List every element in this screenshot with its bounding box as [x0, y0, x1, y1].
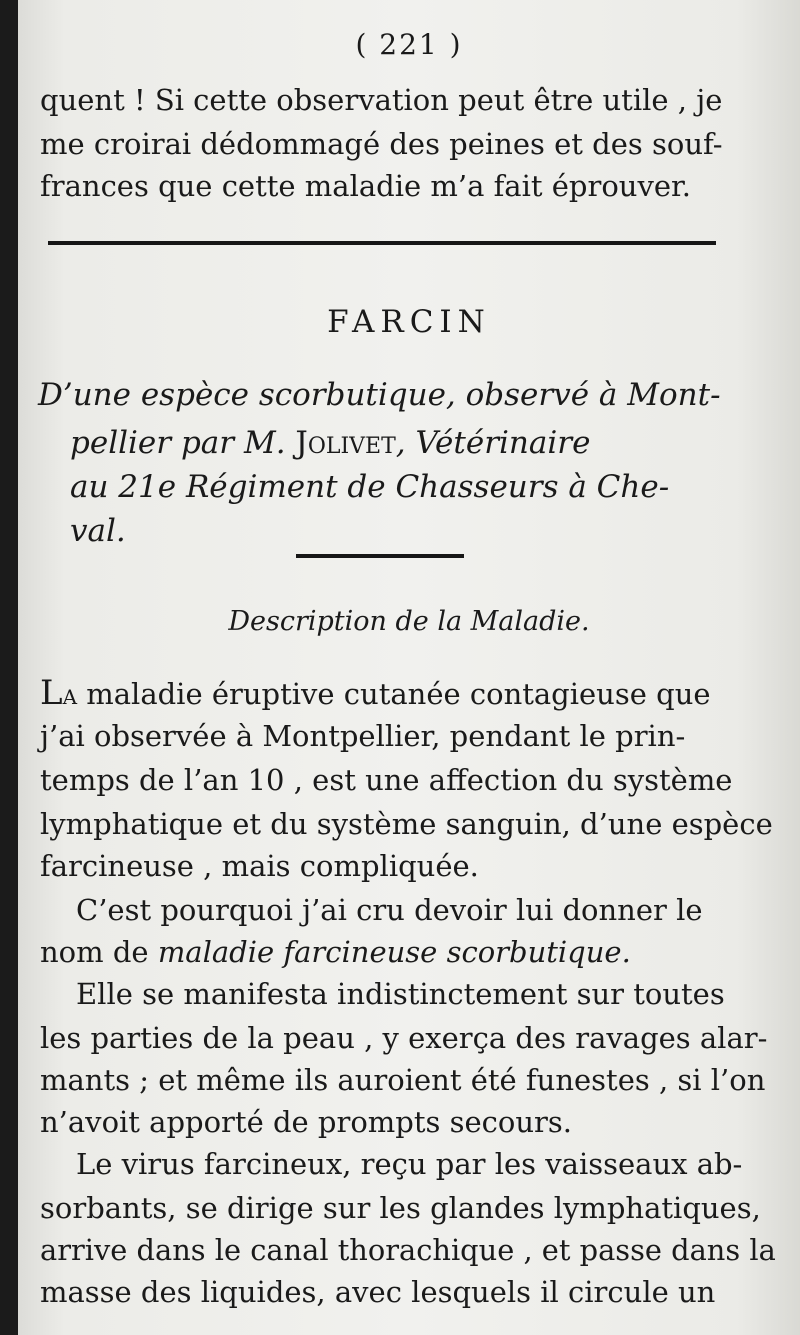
subtitle-line: D’une espèce scorbutique, observé à Mont-	[38, 377, 721, 413]
subtitle-line: au 21e Régiment de Chasseurs à Che-	[70, 469, 670, 505]
drop-cap: L	[40, 673, 63, 713]
text-line: frances que cette maladie m’a fait éprouver.	[40, 169, 691, 203]
text-line	[40, 935, 631, 969]
text-run: nom de	[40, 935, 158, 969]
subtitle-text: , Vétérinaire	[395, 425, 591, 461]
text-line: j’ai observée à Montpellier, pendant le prin-	[40, 719, 686, 753]
book-page	[18, 0, 800, 1335]
text-line: temps de l’an 10 , est une affection du système	[40, 763, 733, 797]
subtitle-line: val.	[70, 513, 126, 549]
text-line: masse des liquides, avec lesquels il circule un	[40, 1275, 716, 1309]
subtitle-text: pellier par M.	[70, 425, 296, 461]
drop-cap-rest: a	[62, 677, 78, 711]
text-line: me croirai dédommagé des peines et des souf-	[40, 127, 723, 161]
author-name: Jolivet	[295, 425, 396, 461]
text-line: lymphatique et du système sanguin, d’une espèce	[40, 807, 773, 841]
text-line: mants ; et même ils auroient été funestes , si l’on	[40, 1063, 766, 1097]
text-line: farcineuse , mais compliquée.	[40, 849, 479, 883]
chapter-heading: FARCIN	[327, 304, 491, 340]
text-line: Le virus farcineux, reçu par les vaisseaux ab-	[76, 1147, 743, 1181]
section-divider	[48, 241, 716, 245]
italic-term: maladie farcineuse scorbutique.	[157, 935, 631, 969]
text-line: les parties de la peau , y exerça des ravages alar-	[40, 1021, 768, 1055]
section-title: Description de la Maladie.	[228, 606, 590, 637]
subtitle-line	[70, 425, 591, 461]
text-line: quent ! Si cette observation peut être utile , je	[40, 83, 723, 117]
text-line: arrive dans le canal thorachique , et passe dans la	[40, 1233, 776, 1267]
text-run: maladie éruptive cutanée contagieuse que	[77, 677, 711, 711]
text-line: Elle se manifesta indistinctement sur toutes	[76, 977, 725, 1011]
text-line: sorbants, se dirige sur les glandes lymphatiques,	[40, 1191, 761, 1225]
page-number: ( 221 )	[355, 28, 463, 61]
text-line: C’est pourquoi j’ai cru devoir lui donner le	[76, 893, 703, 927]
text-line: n’avoit apporté de prompts secours.	[40, 1105, 572, 1139]
short-divider	[296, 554, 464, 558]
text-line	[40, 673, 711, 713]
